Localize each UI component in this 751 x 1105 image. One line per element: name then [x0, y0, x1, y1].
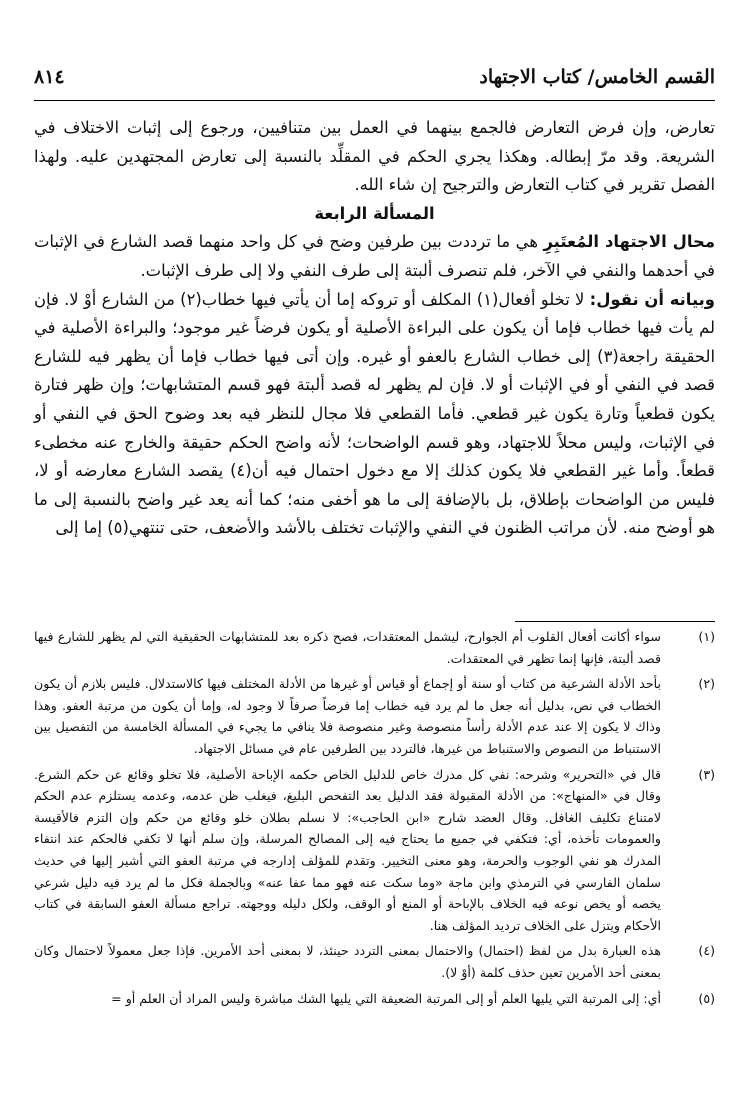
footnote-text: بأحد الأدلة الشرعية من كتاب أو سنة أو إجماع أو قياس أو غيرها من الأدلة المختلف فيها كالاستدلال. فليس بلازم أن يكون الخطاب في نص، بدليل أنه جعل ما لم يرد فيه خطاب إما فرضاً صرفاً لا وجود له، وإما أن يكون من مرتبة العفو. وهذا وذاك لا يكون إلا عند عدم الأدلة رأساً منصوصة وغير منصوصة فلا ينافي ما يجيء في المسألة الخامسة من التفصيل بين الاستنباط من النصوص والاستنباط من غيرها، فالتردد بين الطرفين عام في مسائل الاجتهاد. — [34, 676, 661, 756]
footnotes — [34, 626, 715, 1013]
running-header — [34, 64, 715, 96]
footnote-text: هذه العبارة بدل من لفظ (احتمال) والاحتمال بمعنى التردد حينئذ، لا بمعنى أحد الأمرين. فإذا جعل معمولاً لاحتمال وكان بمعنى أحد الأمرين تعين حذف كلمة (أوْ لا). — [34, 943, 661, 980]
main-text — [34, 114, 715, 543]
footnote-text: أي: إلى المرتبة التي يليها العلم أو إلى المرتبة الضعيفة التي يليها الشك مباشرة وليس المراد أن العلم أو = — [111, 990, 661, 1006]
footnote — [34, 940, 715, 983]
footnote — [34, 626, 715, 669]
paragraph-2-lead: محال الاجتهاد المُعتَبِرِ — [543, 232, 715, 252]
footnote-number: (٤) — [698, 943, 715, 959]
paragraph-3-text: لا تخلو أفعال(١) المكلف أو تروكه إما أن يأتي فيها خطاب(٢) من الشارع أوْ لا. فإن لم يأت فيها خطاب فإما أن يكون على البراءة الأصلية أو يكون فرضاً غير موجود؛ والبراءة الأصلية في الحقيقة راجعة(٣) إلى خطاب الشارع بالعفو أو غيره. وإن أتى فيها خطاب فإما أن يظهر فيه للشارع قصد في النفي أو في الإثبات أو لا. فإن لم يظهر له قصد ألبتة فهو قسم المتشابهات؛ وإن ظهر فتارة يكون قطعياً وتارة يكون غير قطعي. فأما القطعي فلا مجال للنظر فيه بعد وضوح الحق في النفي أو في الإثبات، وليس محلاً للاجتهاد، وهو قسم الواضحات؛ لأنه واضح الحكم حقيقة والخارج عنه مخطىء قطعاً. وأما غير القطعي فلا يكون كذلك إلا مع دخول احتمال فيه أن(٤) يقصد الشارع معارضه أو لا، فليس من الواضحات بإطلاق، بل بالإضافة إلى ما هو أخفى منه؛ كما أنه يعد غير واضح بالنسبة إلى ما هو أوضح منه. لأن مراتب الظنون في النفي والإثبات تختلف بالأشد والأضعف، حتى تنتهي(٥) إما إلى — [34, 289, 716, 538]
paragraph-3-lead: وبيانه أن نقول: — [589, 289, 715, 309]
footnote-number: (٣) — [698, 766, 715, 782]
paragraph-1: تعارض، وإن فرض التعارض فالجمع بينهما في العمل بين متنافيين، ورجوع إلى إثبات الاختلاف في الشريعة. وقد مرّ إبطاله. وهكذا يجري الحكم في المقلِّد بالنسبة إلى تعارض المجتهدين عليه. ولهذا الفصل تقرير في كتاب التعارض والترجيح إن شاء الله. — [34, 118, 715, 195]
section-heading: المسألة الرابعة — [314, 203, 435, 223]
footnote-number: (١) — [698, 629, 715, 644]
paragraph-2 — [34, 228, 715, 285]
footnote — [34, 988, 715, 1010]
header-rule — [34, 100, 715, 101]
footnote-text: سواء أكانت أفعال القلوب أم الجوارح، ليشمل المعتقدات، فصح ذكره بعد للمتشابهات الحقيقية التي لم يظهر للشارع فيها قصد ألبتة، فإنها إنما تظهر في المعتقدات. — [34, 629, 661, 666]
paragraph-2-text: هي ما ترددت بين طرفين وضح في كل واحد منهما قصد الشارع في الإثبات في أحدهما والنفي في الآخر، فلم تنصرف ألبتة إلى طرف النفي ولا إلى طرف الإثبات. — [34, 232, 715, 280]
footnote — [34, 673, 715, 759]
footnote-number: (٢) — [698, 676, 715, 692]
footnote — [34, 764, 715, 937]
page-number: ٨١٤ — [34, 66, 65, 88]
paragraph-3 — [34, 286, 715, 543]
running-title: القسم الخامس/ كتاب الاجتهاد — [479, 66, 715, 88]
footnote-text: قال في «التحرير» وشرحه: نفي كل مدرك خاص للدليل الخاص حكمه الإباحة الأصلية، فلا تخلو وقائع عن حكم الشرع. وقال في «المنهاج»: من الأدلة المقبولة فقد الدليل بعد التفحص البليغ، فيغلب ظن عدمه، وعدمه يستلزم عدم الحكم لامتناع تكليف الغافل. وقال العضد شارح «ابن الحاجب»: لا نسلم بطلان خلو وقائع من حكم وإن التزم فالأقيسة والعمومات تأخذه، أي: فتكفي في جميع ما يحتاج فيه إلى المصالح المرسلة، وإن سلم أنها لا تكفي فالحكم عند انتفاء المدرك هو نفي الوجوب والحرمة، وهو معنى التخيير. وتقدم للمؤلف إدارجه في مرتبة العفو التي أشير إليها في حديث سلمان الفارسي في الترمذي وابن ماجة «وما سكت عنه فهو مما عفا عنه» وبالجملة فكل ما لم يرد فيه دليل شرعي يخصه أو يخص نوعه فيه الخلاف بالإباحة أو المنع أو الوقف، ولكل دليله ووجهته. تراجع مسألة العفو السابقة في كتاب الأحكام ويتزل على الخلاف ترديد المؤلف هنا. — [34, 766, 661, 933]
footnote-rule — [515, 621, 715, 622]
footnote-number: (٥) — [698, 990, 715, 1006]
